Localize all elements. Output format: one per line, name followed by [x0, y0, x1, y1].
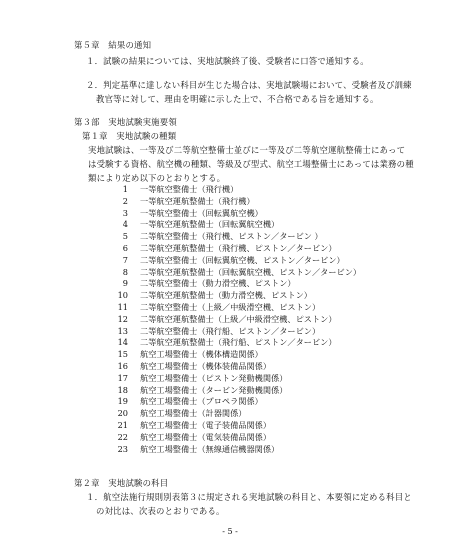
exam-type-number: 6: [122, 243, 128, 253]
chapter2-item1-line1: １．航空法施行規則別表第３に規定される実地試験の科目と、本要領に定める科目と: [86, 492, 412, 502]
exam-type-label: 二等航空整備士（飛行機、ピストン／タービン ）: [140, 231, 323, 242]
chapter5-item1: １．試験の結果については、実地試験終了後、受験者に口答で通知する。: [86, 56, 369, 66]
exam-type-number: 10: [117, 290, 128, 301]
exam-type-number: 11: [117, 302, 128, 312]
exam-type-label: 航空工場整備士（機体装備品関係）: [140, 361, 272, 371]
exam-type-label: 航空工場整備士（計器関係）: [140, 408, 247, 419]
exam-type-number: 5: [122, 231, 128, 242]
exam-type-label: 二等航空整備士（動力滑空機、ピストン）: [140, 278, 296, 289]
exam-type-label: 二等航空運航整備士（飛行機、ピストン／タービン）: [140, 243, 337, 253]
exam-type-label: 航空工場整備士（電気装備品関係）: [140, 431, 272, 442]
exam-type-number: 2: [122, 195, 128, 206]
exam-type-label: 一等航空整備士（回転翼航空機）: [140, 207, 263, 218]
exam-type-label: 二等航空整備士（回転翼航空機、ピストン／タービン）: [140, 254, 345, 265]
exam-type-label: 一等航空整備士（飛行機）: [140, 184, 239, 194]
part3-heading: 第３部 実地試験実施要領: [74, 117, 177, 127]
exam-type-label: 二等航空運航整備士（動力滑空機、ピストン）: [140, 290, 312, 301]
exam-type-number: 16: [117, 361, 128, 371]
exam-type-label: 航空工場整備士（ピストン発動機関係）: [140, 372, 288, 383]
exam-type-number: 3: [122, 207, 128, 218]
chapter5-item2-line1: ２．判定基準に達しない科目が生じた場合は、実地試験場において、受験者及び訓練: [86, 80, 412, 90]
chapter5-item2-line2: 教官等に対して、理由を明確に示した上で、不合格である旨を通知する。: [96, 94, 379, 104]
chapter2-item1-line2: の対比は、次表のとおりである。: [96, 506, 225, 516]
exam-type-label: 二等航空運航整備士（上級／中級滑空機、ピストン）: [140, 313, 337, 324]
part3-intro-line3: 類により定め以下のとおりとする。: [88, 173, 226, 183]
exam-type-number: 15: [117, 349, 128, 360]
part3-intro-line2: は受験する資格、航空機の種類、等級及び型式、航空工場整備士にあっては業務の種: [88, 159, 414, 169]
exam-type-number: 1: [122, 184, 128, 194]
part3-chapter1-heading: 第１章 実地試験の種類: [82, 131, 177, 141]
exam-type-label: 二等航空運航整備士（回転翼航空機、ピストン／タービン）: [140, 266, 362, 277]
exam-type-label: 二等航空運航整備士（飛行船、ピストン／タービン）: [140, 337, 337, 348]
exam-type-label: 二等航空整備士（飛行船、ピストン／タービン）: [140, 325, 321, 336]
part3-intro-line1: 実地試験は、一等及び二等航空整備士並びに一等及び二等航空運航整備士にあって: [88, 145, 406, 155]
exam-type-label: 一等航空運航整備士（飛行機）: [140, 195, 255, 206]
exam-type-number: 18: [117, 384, 128, 395]
exam-type-number: 14: [117, 337, 128, 348]
exam-type-number: 7: [122, 254, 128, 265]
exam-type-label: 航空工場整備士（無線通信機器関係）: [140, 443, 280, 454]
exam-type-number: 4: [122, 219, 128, 230]
page-number: - 5 -: [222, 527, 238, 536]
exam-type-number: 20: [117, 408, 128, 419]
chapter2-heading: 第２章 実地試験の科目: [74, 478, 169, 488]
exam-type-number: 9: [122, 278, 128, 289]
exam-type-label: 一等航空運航整備士（回転翼航空機）: [140, 219, 280, 230]
exam-type-number: 22: [117, 431, 128, 442]
exam-type-number: 19: [117, 396, 128, 407]
exam-type-label: 航空工場整備士（タービン発動機関係）: [140, 384, 288, 395]
exam-type-number: 21: [117, 420, 128, 430]
chapter5-heading: 第５章 結果の通知: [74, 40, 152, 50]
exam-type-number: 12: [117, 313, 128, 324]
exam-type-number: 23: [117, 443, 128, 454]
exam-type-label: 二等航空整備士（上級／中級滑空機、ピストン）: [140, 302, 321, 312]
exam-type-number: 8: [122, 266, 128, 277]
exam-type-number: 13: [117, 325, 128, 336]
exam-type-label: 航空工場整備士（機体構造関係）: [140, 349, 263, 360]
exam-type-label: 航空工場整備士（プロペラ関係）: [140, 396, 263, 407]
exam-type-label: 航空工場整備士（電子装備品関係）: [140, 420, 272, 430]
exam-type-number: 17: [117, 372, 128, 383]
